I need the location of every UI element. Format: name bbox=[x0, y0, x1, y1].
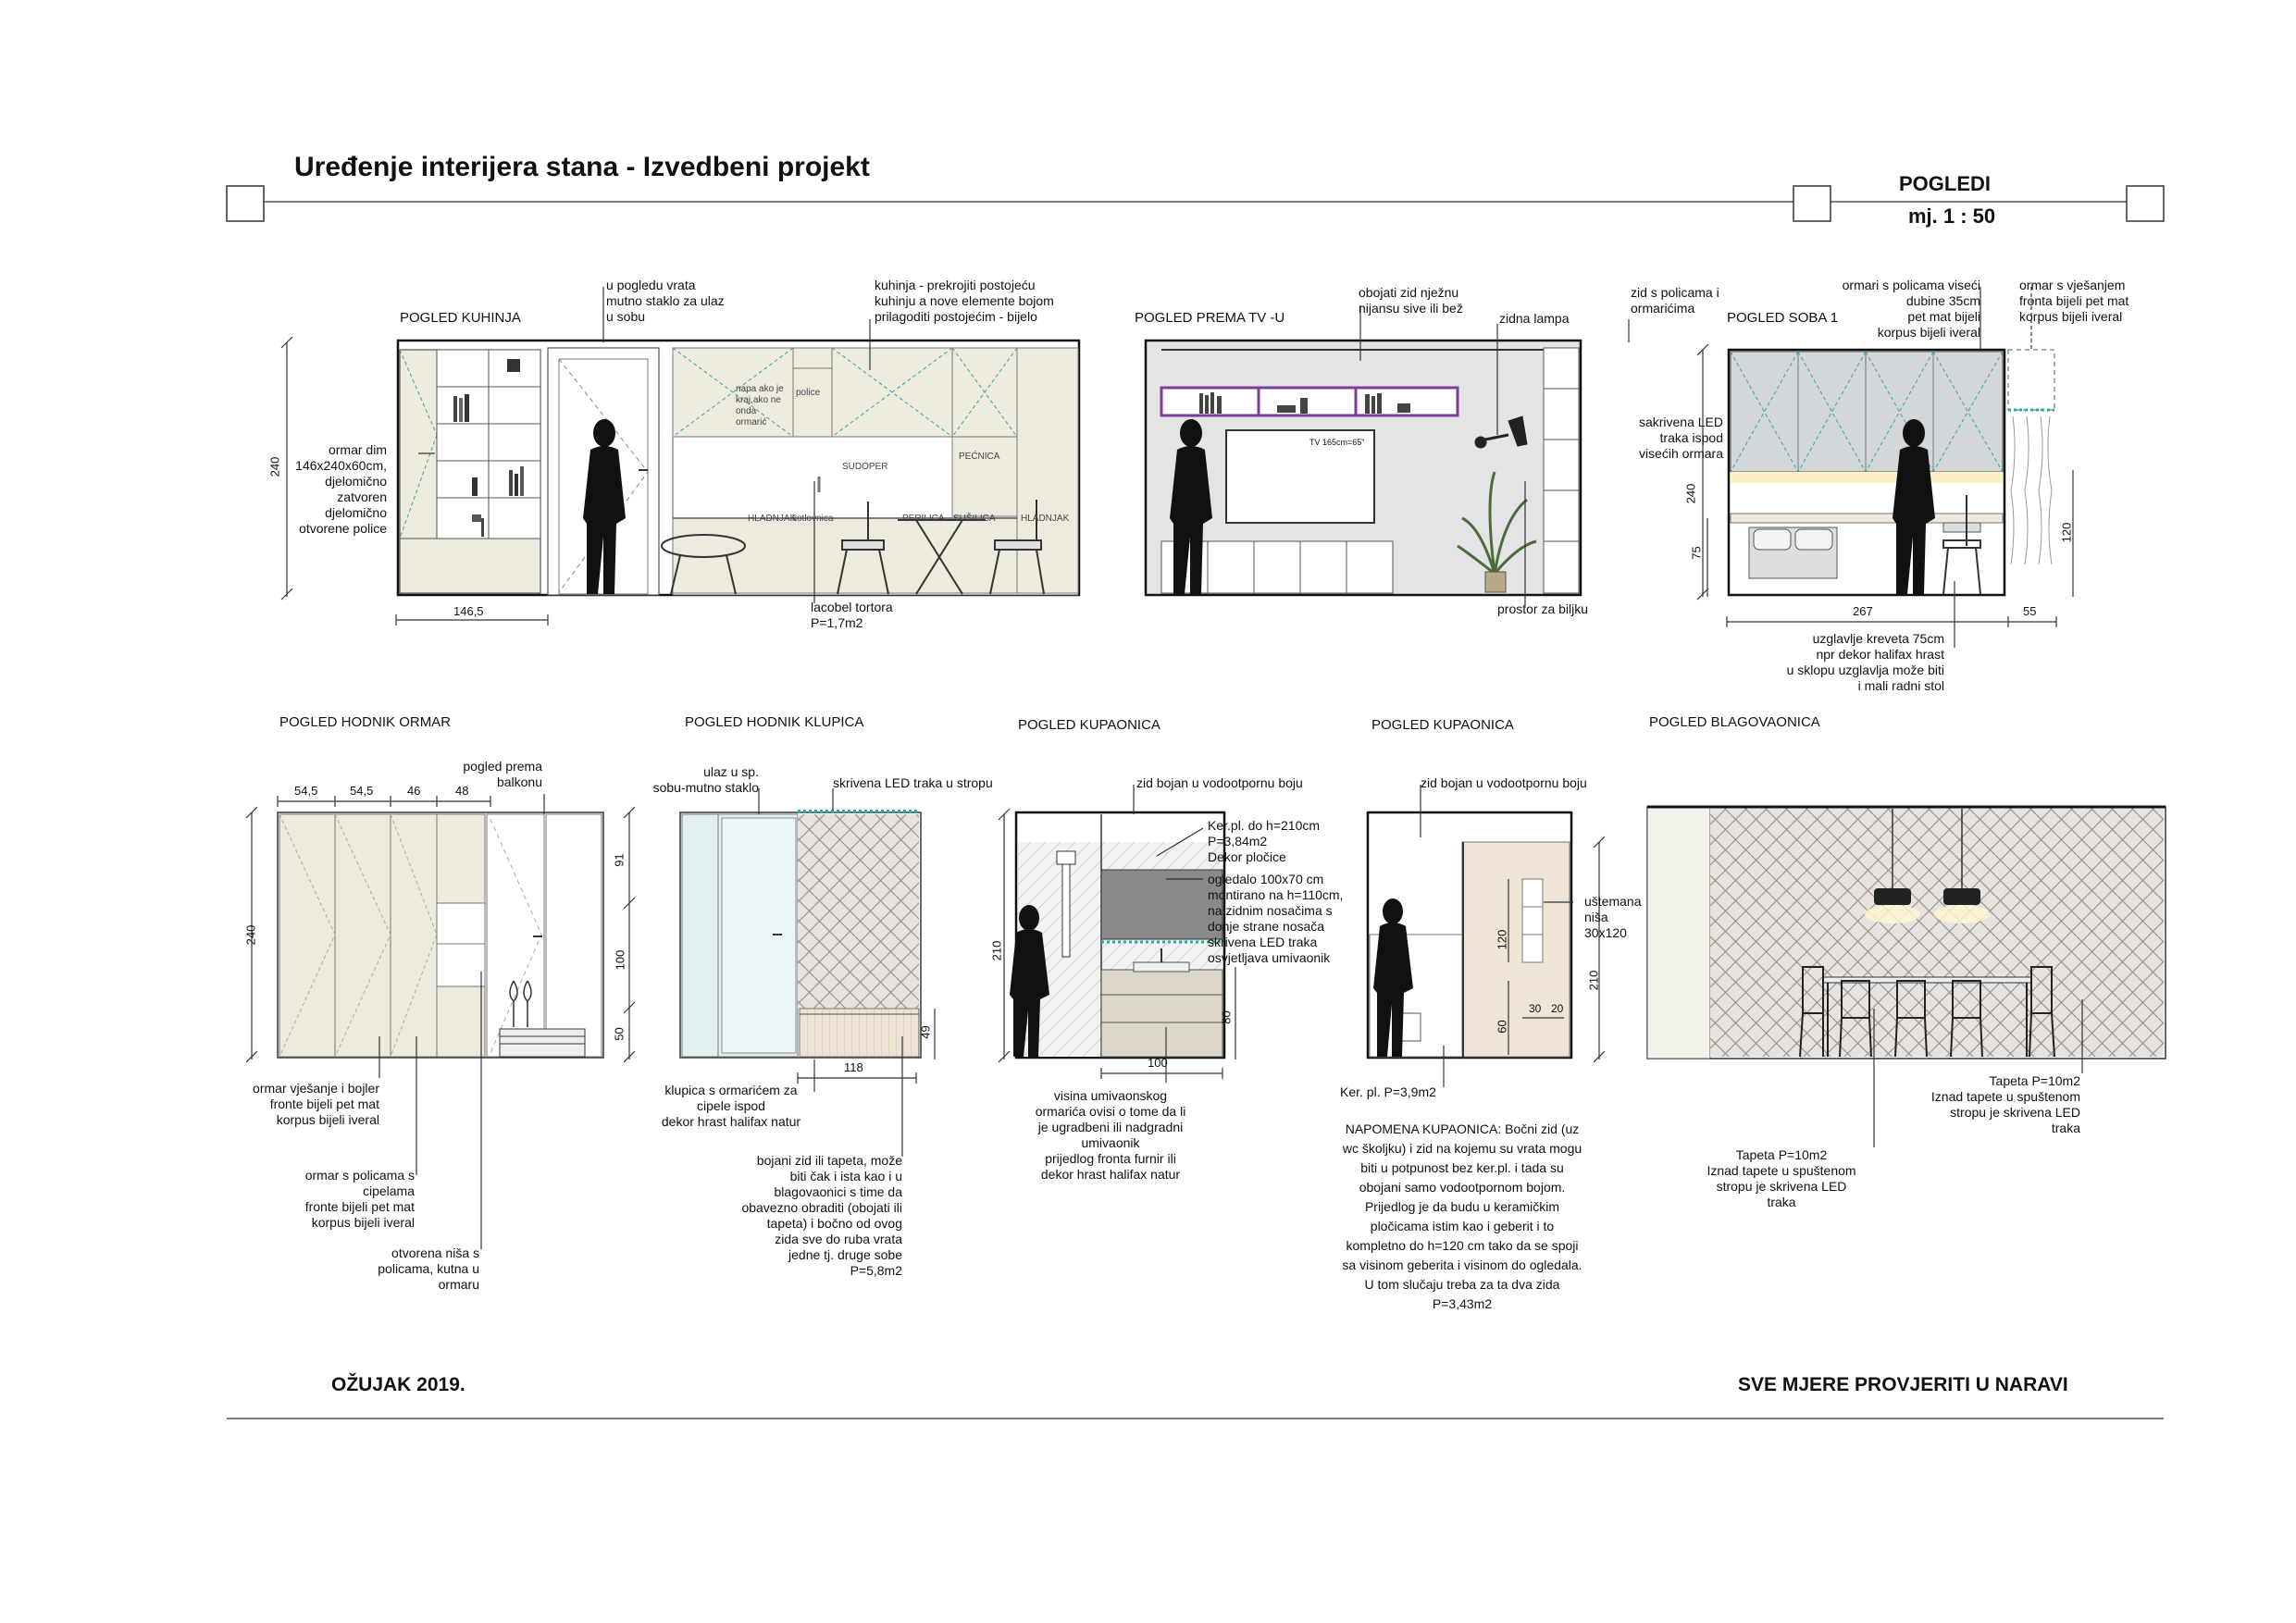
dim-ormar-3: 46 bbox=[407, 784, 421, 798]
note-kup2-niche: uštemana niša 30x120 bbox=[1584, 894, 1642, 940]
note-blagovaonica-a: Tapeta P=10m2 Iznad tapete u spuštenom stropu je skrivena LED traka bbox=[1930, 1073, 2080, 1135]
label-kotlovnica: kotlovnica bbox=[792, 514, 834, 524]
note-kup2-wall: zid bojan u vodootpornu boju bbox=[1421, 775, 1587, 790]
note-door: u pogledu vrata mutno staklo za ulaz u sobu bbox=[606, 278, 725, 324]
note-ormar-balcony: pogled prema balkonu bbox=[463, 759, 542, 789]
note-tv-lamp: zidna lampa bbox=[1499, 311, 1570, 326]
dim-klupica-49: 49 bbox=[918, 1025, 933, 1039]
dim-kup2-60: 60 bbox=[1495, 1020, 1509, 1034]
label-susilica: SUŠILICA bbox=[953, 514, 996, 524]
dim-kup1-100: 100 bbox=[1148, 1056, 1168, 1070]
note-kup1-mirror: ogledalo 100x70 cm montirano na h=110cm, na zidnim nosačima s donje strane nosača skrivena LED traka osvjetljava umivaonik bbox=[1208, 872, 1344, 965]
dim-kuhinja-height: 240 bbox=[267, 456, 282, 477]
note-soba-led: sakrivena LED traka ispod visećih ormara bbox=[1638, 415, 1723, 461]
note-ormar-boiler: ormar vješanje i bojler fronte bijeli pet mat korpus bijeli iveral bbox=[253, 1081, 379, 1127]
label-hladnjak: HLADNJAK bbox=[1021, 514, 1070, 524]
label-hladnjak-2: HLADNJAK bbox=[748, 514, 797, 524]
dim-ormar-91: 91 bbox=[612, 853, 627, 867]
note-soba-cabinets: ormari s policama viseći dubine 35cm pet mat bijeli korpus bijeli iveral bbox=[1842, 278, 1980, 340]
dim-kup2-30: 30 bbox=[1529, 1002, 1542, 1015]
view-title-blagovaonica: POGLED BLAGOVAONICA bbox=[1649, 714, 1820, 730]
note-ormar-shoes: ormar s policama s cipelama fronte bijeli pet mat korpus bijeli iveral bbox=[304, 1168, 415, 1230]
note-soba-headboard: uzglavlje kreveta 75cm npr dekor halifax hrast u sklopu uzglavlja može biti i mali radni stol bbox=[1786, 631, 1944, 693]
dim-soba-height: 240 bbox=[1683, 483, 1698, 504]
dim-ormar-50: 50 bbox=[612, 1027, 627, 1041]
label-sudoper: SUDOPER bbox=[842, 462, 888, 472]
tv-size-label: TV 165cm=65" bbox=[1309, 438, 1365, 447]
title-corner-box-mid bbox=[1793, 186, 1831, 221]
note-ormar-niche: otvorena niša s policama, kutna u ormaru bbox=[378, 1245, 479, 1292]
note-kup1-tiles: Ker.pl. do h=210cm P=3,84m2 Dekor pločice bbox=[1208, 818, 1321, 864]
note-tv-wall: obojati zid nježnu nijansu sive ili bež bbox=[1359, 285, 1463, 316]
view-title-kupaonica-2: POGLED KUPAONICA bbox=[1371, 717, 1514, 733]
dim-kup2-120: 120 bbox=[1495, 929, 1509, 950]
section-title: POGLEDI bbox=[1899, 172, 1992, 195]
dim-kup1-80: 80 bbox=[1219, 1010, 1234, 1024]
dim-ormar-100: 100 bbox=[613, 949, 627, 971]
dim-klupica-118: 118 bbox=[844, 1060, 863, 1074]
view-title-soba: POGLED SOBA 1 bbox=[1727, 310, 1839, 326]
note-tv-shelves: zid s policama i ormarićima bbox=[1631, 285, 1719, 316]
dim-kup2-210: 210 bbox=[1586, 970, 1601, 991]
note-kup1-wall: zid bojan u vodootpornu boju bbox=[1136, 775, 1303, 790]
scale-label: mj. 1 : 50 bbox=[1908, 204, 1996, 228]
note-kitchen: kuhinja - prekrojiti postojeću kuhinju a nove elemente bojom prilagoditi postojećim - bijelo bbox=[875, 278, 1054, 324]
note-klupica-bench: klupica s ormarićem za cipele ispod dekor hrast halifax natur bbox=[661, 1083, 801, 1129]
label-perilica: PERILICA bbox=[902, 514, 945, 524]
note-kup1-vanity: visina umivaonskog ormarića ovisi o tome da li je ugradbeni ili nadgradni umivaonik prijedlog fronta furnir ili dekor hrast halifax natur bbox=[1035, 1088, 1186, 1182]
view-title-kupaonica-1: POGLED KUPAONICA bbox=[1018, 717, 1160, 733]
note-lacobel: lacobel tortora P=1,7m2 bbox=[811, 600, 893, 630]
view-title-hodnik-klupica: POGLED HODNIK KLUPICA bbox=[685, 714, 864, 730]
note-klupica-wall: bojani zid ili tapeta, može biti čak i ista kao i u blagovaonici s time da obavezno obraditi (obojati ili tapeta) i bočno od ovog zida sve do ruba vrata jedne tj. druge sobe P=5,8m2 bbox=[741, 1153, 902, 1278]
label-police: police bbox=[796, 388, 821, 398]
note-wardrobe: ormar dim 146x240x60cm, djelomično zatvoren djelomično otvorene police bbox=[295, 442, 387, 536]
note-kup2-ker: Ker. pl. P=3,9m2 bbox=[1340, 1084, 1436, 1099]
footer-date: OŽUJAK 2019. bbox=[331, 1374, 465, 1395]
view-title-tv: POGLED PREMA TV -U bbox=[1135, 310, 1285, 326]
dim-kup2-20: 20 bbox=[1551, 1002, 1564, 1015]
dim-kuhinja-width: 146,5 bbox=[453, 604, 484, 618]
dim-ormar-height: 240 bbox=[243, 924, 258, 946]
note-soba-wardrobe: ormar s vješanjem fronta bijeli pet mat korpus bijeli iveral bbox=[2019, 278, 2129, 324]
dim-soba-120: 120 bbox=[2059, 522, 2074, 543]
title-corner-box-left bbox=[227, 186, 264, 221]
note-tv-plant: prostor za biljku bbox=[1497, 601, 1589, 616]
dim-soba-267: 267 bbox=[1853, 604, 1873, 618]
note-blagovaonica-b: Tapeta P=10m2 Iznad tapete u spuštenom stropu je skrivena LED traka bbox=[1706, 1147, 1856, 1209]
dim-ormar-4: 48 bbox=[455, 784, 469, 798]
dim-kup1-210: 210 bbox=[989, 940, 1004, 961]
title-corner-box-right bbox=[2127, 186, 2164, 221]
dim-soba-55: 55 bbox=[2023, 604, 2037, 618]
note-klupica-led: skrivena LED traka u stropu bbox=[833, 775, 993, 790]
footer-note: SVE MJERE PROVJERITI U NARAVI bbox=[1738, 1374, 2068, 1395]
dim-soba-75: 75 bbox=[1689, 546, 1704, 560]
view-kupaonica-1 bbox=[999, 785, 1235, 1083]
dim-ormar-1: 54,5 bbox=[294, 784, 318, 798]
page-title: Uređenje interijera stana - Izvedbeni projekt bbox=[294, 152, 870, 182]
view-kupaonica-2 bbox=[1368, 785, 1605, 1087]
note-klupica-entry: ulaz u sp. sobu-mutno staklo bbox=[652, 764, 759, 795]
dim-ormar-2: 54,5 bbox=[350, 784, 374, 798]
view-soba bbox=[1697, 287, 2073, 648]
note-kup2-main: NAPOMENA KUPAONICA: Bočni zid (uz wc školjku) i zid na kojemu su vrata mogu biti u potpunost bez ker.pl. i tada su obojani samo vodootpornom bojom. Prijedlog je da budu u keramičkim pločicama istim kao i geberit i to kompletno do h=120 cm tako da se spoji sa visinom geberita i visinom do ogledala. U tom slučaju treba za ta dva zida P=3,43m2 bbox=[1342, 1121, 1582, 1311]
view-tv bbox=[1146, 305, 1629, 606]
view-title-kuhinja: POGLED KUHINJA bbox=[400, 310, 521, 326]
view-title-hodnik-ormar: POGLED HODNIK ORMAR bbox=[279, 714, 452, 730]
label-napa: napa ako je kraj,ako ne onda ormarić bbox=[736, 384, 784, 427]
label-pecnica: PEĆNICA bbox=[959, 452, 1000, 462]
